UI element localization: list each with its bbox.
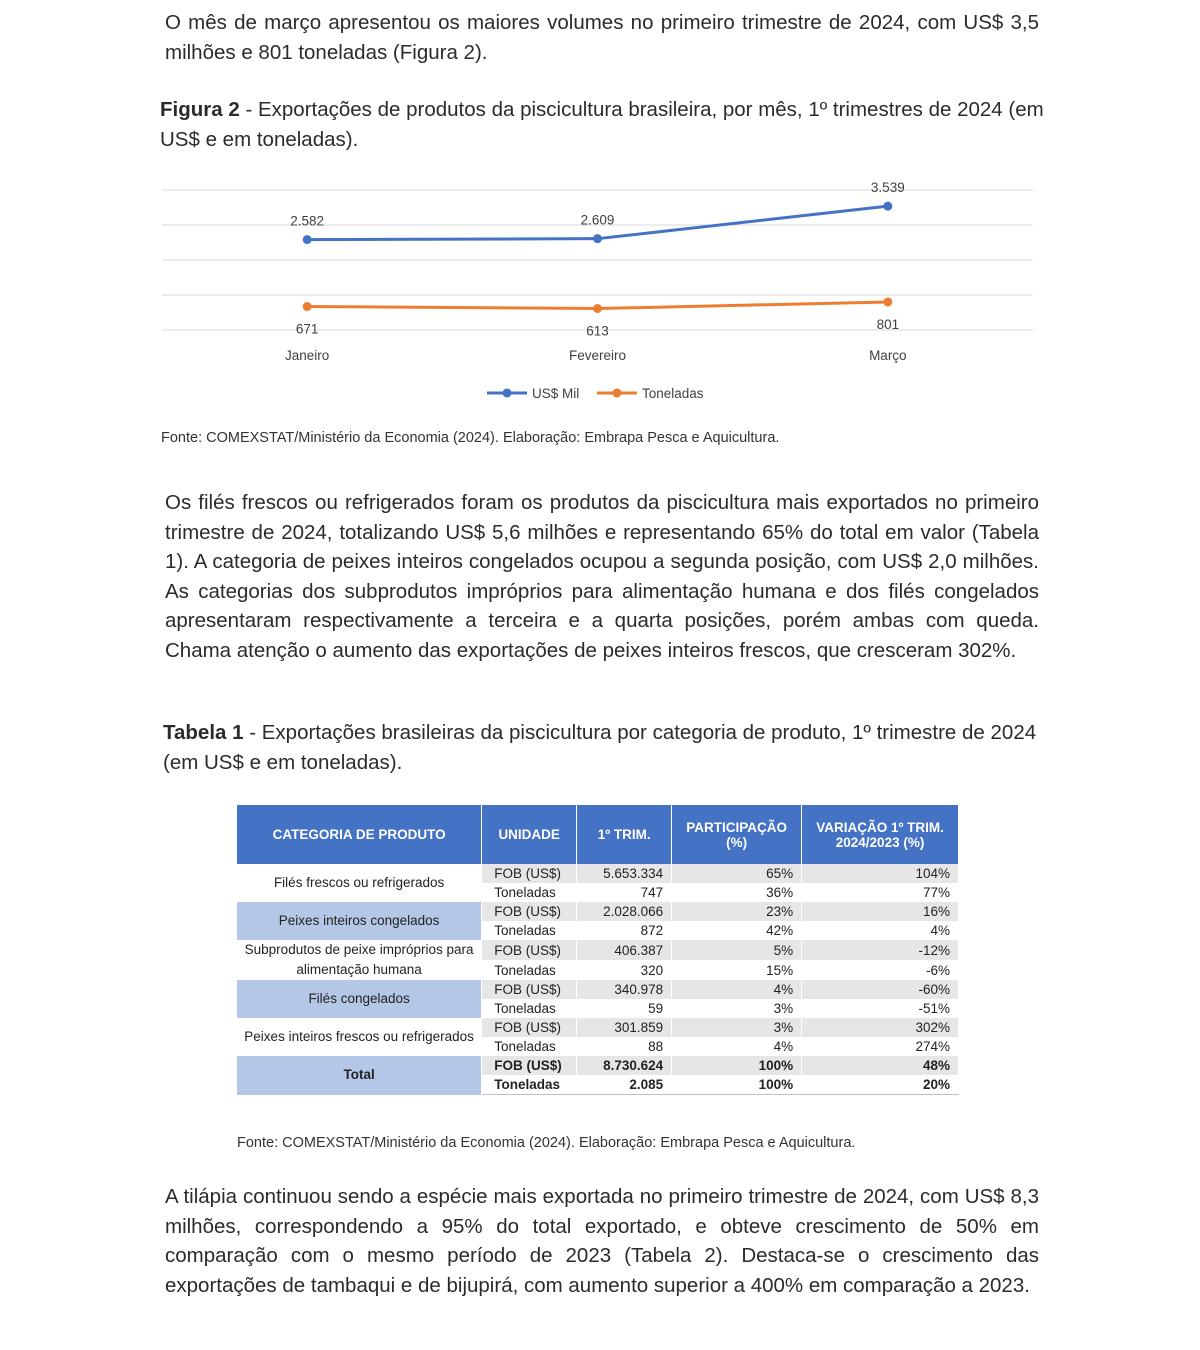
table-row — [237, 980, 959, 999]
share-cell: 100% — [672, 1075, 802, 1095]
x-tick-label: Fevereiro — [568, 348, 627, 363]
table-source: Fonte: COMEXSTAT/Ministério da Economia (2024). Elaboração: Embrapa Pesca e Aquicultura. — [237, 1135, 856, 1151]
table-row — [237, 1018, 959, 1037]
header-categoria: CATEGORIA DE PRODUTO — [237, 805, 482, 864]
unit-cell: FOB (US$) — [482, 864, 577, 883]
share-cell: 23% — [672, 902, 802, 921]
variation-cell: 302% — [802, 1018, 959, 1037]
figure-label: Figura 2 — [160, 98, 240, 121]
category-cell: Filés congelados — [237, 980, 482, 1018]
figure-source: Fonte: COMEXSTAT/Ministério da Economia (2024). Elaboração: Embrapa Pesca e Aquicultura. — [161, 430, 780, 446]
unit-cell: Toneladas — [482, 999, 577, 1018]
variation-cell: 274% — [802, 1037, 959, 1056]
data-point — [883, 297, 892, 306]
header-trim: 1º TRIM. — [577, 805, 672, 864]
table-row — [237, 902, 959, 921]
variation-cell: -12% — [802, 940, 959, 960]
share-cell: 15% — [672, 960, 802, 980]
unit-cell: FOB (US$) — [482, 902, 577, 921]
value-cell: 2.085 — [577, 1075, 672, 1095]
data-point — [593, 304, 602, 313]
variation-cell: 16% — [802, 902, 959, 921]
category-cell: Peixes inteiros congelados — [237, 902, 482, 940]
category-cell: Peixes inteiros frescos ou refrigerados — [237, 1018, 482, 1056]
paragraph-3: A tilápia continuou sendo a espécie mais exportada no primeiro trimestre de 2024, com US$ 8,3 milhões, correspondendo a 95% do total exportado, e obteve crescimento de 50% em comparação com o mesmo período de 2023 (Tabela 2). Destaca-se o crescimento das exportações de tambaqui e de bijupirá, com aumento superior a 400% em comparação a 2023. — [165, 1185, 1039, 1297]
table-header-row — [237, 805, 959, 864]
figure-title: - Exportações de produtos da piscicultura brasileira, por mês, 1º trimestres de 2024 (em US$ e em toneladas). — [160, 98, 1044, 151]
table-row — [237, 940, 959, 960]
variation-cell: 104% — [802, 864, 959, 883]
exports-table — [237, 805, 959, 1095]
data-point — [303, 235, 312, 244]
data-point — [303, 302, 312, 311]
table-title: - Exportações brasileiras da piscicultura por categoria de produto, 1º trimestre de 2024 (em US$ e em toneladas). — [163, 721, 1037, 774]
legend-swatch-marker — [613, 389, 622, 398]
share-cell: 3% — [672, 999, 802, 1018]
data-label: 2.609 — [580, 212, 615, 228]
data-label: 3.539 — [870, 180, 905, 196]
value-cell: 2.028.066 — [577, 902, 672, 921]
legend-label: Toneladas — [642, 386, 704, 401]
table-row-total — [237, 1056, 959, 1075]
data-label: 801 — [876, 316, 900, 332]
value-cell: 320 — [577, 960, 672, 980]
x-tick-label: Março — [869, 348, 907, 363]
value-cell: 8.730.624 — [577, 1056, 672, 1075]
share-cell: 36% — [672, 883, 802, 902]
data-point — [883, 202, 892, 211]
value-cell: 5.653.334 — [577, 864, 672, 883]
table-caption — [163, 718, 1048, 777]
variation-cell: -6% — [802, 960, 959, 980]
variation-cell: 48% — [802, 1056, 959, 1075]
data-label: 671 — [295, 321, 319, 337]
value-cell: 59 — [577, 999, 672, 1018]
header-participacao: PARTICIPAÇÃO (%) — [672, 805, 802, 864]
legend-swatch-marker — [503, 389, 512, 398]
share-cell: 4% — [672, 980, 802, 999]
value-cell: 88 — [577, 1037, 672, 1056]
line-chart — [160, 170, 1060, 415]
variation-cell: 77% — [802, 883, 959, 902]
legend-label: US$ Mil — [532, 386, 580, 401]
header-variacao: VARIAÇÃO 1º TRIM. 2024/2023 (%) — [802, 805, 959, 864]
unit-cell: FOB (US$) — [482, 980, 577, 999]
value-cell: 406.387 — [577, 940, 672, 960]
variation-cell: -60% — [802, 980, 959, 999]
value-cell: 872 — [577, 921, 672, 940]
paragraph-2: Os filés frescos ou refrigerados foram os produtos da piscicultura mais exportados no primeiro trimestre de 2024, totalizando US$ 5,6 milhões e representando 65% do total em valor (Tabela 1). A categoria de peixes inteiros congelados ocupou a segunda posição, com US$ 2,0 milhões. As categorias dos subprodutos impróprios para alimentação humana e dos filés congelados apresentaram respectivamente a terceira e a quarta posições, porém ambas com queda. Chama atenção o aumento das exportações de peixes inteiros frescos, que cresceram 302%. — [165, 491, 1039, 662]
chart-legend — [487, 386, 704, 401]
value-cell: 747 — [577, 883, 672, 902]
share-cell: 5% — [672, 940, 802, 960]
category-cell: Subprodutos de peixe impróprios para alimentação humana — [237, 940, 482, 980]
unit-cell: FOB (US$) — [482, 1018, 577, 1037]
variation-cell: -51% — [802, 999, 959, 1018]
unit-cell: FOB (US$) — [482, 1056, 577, 1075]
intro-paragraph: O mês de março apresentou os maiores volumes no primeiro trimestre de 2024, com US$ 3,5 milhões e 801 toneladas (Figura 2). — [165, 11, 1039, 64]
value-cell: 301.859 — [577, 1018, 672, 1037]
data-label: 613 — [586, 323, 609, 339]
figure-caption — [160, 95, 1070, 154]
category-cell: Filés frescos ou refrigerados — [237, 864, 482, 902]
share-cell: 42% — [672, 921, 802, 940]
share-cell: 65% — [672, 864, 802, 883]
share-cell: 3% — [672, 1018, 802, 1037]
table-row — [237, 864, 959, 883]
unit-cell: Toneladas — [482, 921, 577, 940]
unit-cell: Toneladas — [482, 883, 577, 902]
data-label: 2.582 — [290, 213, 325, 229]
share-cell: 100% — [672, 1056, 802, 1075]
variation-cell: 20% — [802, 1075, 959, 1095]
header-unidade: UNIDADE — [482, 805, 577, 864]
unit-cell: FOB (US$) — [482, 940, 577, 960]
unit-cell: Toneladas — [482, 960, 577, 980]
unit-cell: Toneladas — [482, 1075, 577, 1095]
value-cell: 340.978 — [577, 980, 672, 999]
unit-cell: Toneladas — [482, 1037, 577, 1056]
category-cell-total: Total — [237, 1056, 482, 1095]
share-cell: 4% — [672, 1037, 802, 1056]
table-label: Tabela 1 — [163, 721, 244, 744]
x-tick-label: Janeiro — [285, 348, 330, 363]
data-point — [593, 234, 602, 243]
variation-cell: 4% — [802, 921, 959, 940]
